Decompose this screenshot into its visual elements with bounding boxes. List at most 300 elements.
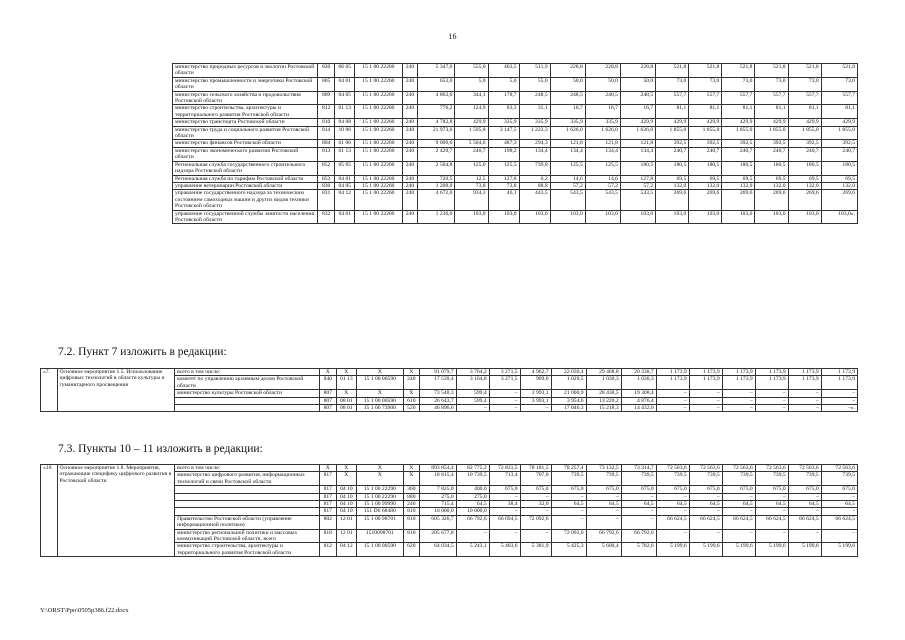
table-cell: 1 236,0 <box>418 210 455 224</box>
table-cell: 15 1 00 22260 <box>355 64 403 78</box>
table-cell: 335,9 <box>488 119 519 126</box>
table-cell: 1 855,0 <box>656 126 689 140</box>
table-cell: 810 <box>404 529 419 543</box>
table-cell: 04 12 <box>337 543 357 557</box>
table-cell: 1 173,9 <box>656 369 689 376</box>
table-cell: – <box>489 405 520 412</box>
table-cell: 248,5 <box>519 91 550 105</box>
table-cell: 840 <box>319 376 337 390</box>
table-cell: 1 030,3 <box>621 376 656 390</box>
table-cell: 46 896,6 <box>419 405 456 412</box>
table-cell: 01 13 <box>337 376 357 390</box>
table-cell: 776,2 <box>418 105 455 119</box>
table-cell: 20 338,7 <box>621 369 656 376</box>
table-cell: 69,5 <box>788 175 821 182</box>
table-cell: 16,7 <box>585 105 620 119</box>
table-cell: 240 <box>402 64 418 78</box>
table-cell: 4 782,8 <box>418 119 455 126</box>
table-cell: 69,5 <box>656 175 689 182</box>
table-cell: 543,5 <box>550 190 585 210</box>
table-cell: 620 <box>404 543 419 557</box>
table-cell: 69,5 <box>755 175 788 182</box>
table-cell: 57,2 <box>550 182 585 189</box>
table-cell: 392,5 <box>656 140 689 147</box>
table-cell: 1 173,9 <box>755 376 788 390</box>
table-cell: 73 314,7 <box>621 465 656 472</box>
table-cell: 605 326,7 <box>419 515 456 529</box>
table-cell: – <box>656 508 689 515</box>
table-cell: 521,8 <box>689 64 722 78</box>
table-cell: 72 563,6 <box>821 465 857 472</box>
table-cell: – <box>586 493 621 500</box>
table-cell: – <box>520 493 551 500</box>
table-cell: 180,5 <box>689 161 722 175</box>
table-cell: 7 825,0 <box>419 486 456 493</box>
table-cell: 72 563,6 <box>689 465 722 472</box>
table-cell: 521,8 <box>755 64 788 78</box>
table-cell: министерство региональной политики и массовых коммуникаций Ростовской области, всего <box>175 529 319 543</box>
table-cell: – <box>689 397 722 404</box>
table-cell: X <box>337 369 357 376</box>
table-cell: 675,0 <box>722 486 755 493</box>
table-cell <box>175 508 319 515</box>
table-cell: 81,1 <box>755 105 788 119</box>
table-cell: 240 <box>402 182 418 189</box>
table-cell: 228,8 <box>620 64 655 78</box>
table-cell: 72 563,6 <box>788 465 821 472</box>
table-cell: 715,4 <box>419 501 456 508</box>
table-cell: X <box>337 472 357 486</box>
table-cell: – <box>755 405 788 412</box>
table-cell: 969,6 <box>520 376 551 390</box>
table-cell: 739,5 <box>788 472 821 486</box>
table-cell: 240 <box>402 161 418 175</box>
table-cell: 15 1 00 22260 <box>355 140 403 147</box>
table-cell: 802 <box>319 515 337 529</box>
table-cell: 10 739,5 <box>456 472 489 486</box>
table-cell: 103,0 <box>550 210 585 224</box>
measure-number: «10. <box>41 465 58 557</box>
table-cell: 103,0 <box>620 210 655 224</box>
table-cell: 73,0 <box>821 77 857 91</box>
table-cell: 72 563,6 <box>755 465 788 472</box>
table-cell: 5 425,3 <box>551 543 586 557</box>
table-cell: 66 792,6 <box>621 529 656 543</box>
table-cell: 15 1 00 98701 <box>356 515 403 529</box>
table-cell: 28 438,5 <box>586 390 621 397</box>
table-cell: 675,0 <box>489 486 520 493</box>
table-cell: – <box>621 515 656 529</box>
table-cell: 15 1 00 22260 <box>355 105 403 119</box>
table-cell: X <box>356 369 403 376</box>
table-cell: – <box>621 493 656 500</box>
table-cell: 73,0 <box>788 77 821 91</box>
table-cell: – <box>788 397 821 404</box>
table-cell: 3 164,8 <box>456 376 489 390</box>
table-cell: 810 <box>404 508 419 515</box>
table-cell: 14,6 <box>585 175 620 182</box>
table-cell: X <box>404 390 419 397</box>
table-cell: 392,5 <box>722 140 755 147</box>
table-cell: 3 993,1 <box>520 397 551 404</box>
table-cell: 1 626,0 <box>550 126 585 140</box>
table-cell: 50,0 <box>620 77 655 91</box>
table-cell <box>175 493 319 500</box>
table-cell: 13 220,2 <box>586 397 621 404</box>
table-cell: 812 <box>317 105 335 119</box>
table-cell: 521,8 <box>722 64 755 78</box>
table-cell: 81,1 <box>821 105 857 119</box>
table-cell: 26 643,7 <box>419 397 456 404</box>
table-cell <box>175 486 319 493</box>
table-row <box>173 140 858 147</box>
table-cell: 4 672,0 <box>418 190 455 210</box>
table-cell: 817 <box>319 486 337 493</box>
table-cell: 73 540,3 <box>419 390 456 397</box>
table-cell: 10 000,0 <box>419 508 456 515</box>
table-cell: 739,5 <box>586 472 621 486</box>
table-cell: – <box>788 529 821 543</box>
table-cell: 72 563,6 <box>656 465 689 472</box>
table-cell: 739,5 <box>551 472 586 486</box>
table-cell: X <box>337 465 357 472</box>
table-cell: 240 <box>404 501 419 508</box>
table-cell: – <box>656 529 689 543</box>
table-cell: 275,0 <box>456 493 489 500</box>
table-cell: – <box>755 493 788 500</box>
table-cell: – <box>621 508 656 515</box>
table-cell: 810 <box>404 515 419 529</box>
table-cell: 04 10 <box>337 501 357 508</box>
table-cell: 5 199,6 <box>656 543 689 557</box>
table-cell: 64 034,5 <box>419 543 456 557</box>
table-cell: – <box>520 508 551 515</box>
table-cell: 134,4 <box>550 147 585 161</box>
table-cell: 9 006,6 <box>418 140 455 147</box>
table-cell: – <box>689 493 722 500</box>
table-cell: 66 792,6 <box>456 515 489 529</box>
table-cell: 18 815,4 <box>419 472 456 486</box>
table-cell: 64,5 <box>722 501 755 508</box>
table-cell: 675,0 <box>586 486 621 493</box>
table-cell: 1 855,0 <box>821 126 857 140</box>
table-cell: 66 624,5 <box>722 515 755 529</box>
table-cell: 555,0 <box>455 64 488 78</box>
table-cell: министерство сельского хозяйства и продовольствия Ростовской области <box>173 91 318 105</box>
table-cell: 807 <box>319 390 337 397</box>
table-cell: – <box>755 508 788 515</box>
budget-table-continued <box>172 63 858 224</box>
table-cell: 04 01 <box>335 175 355 182</box>
table-cell: – <box>788 405 821 412</box>
table-cell: 57,2 <box>585 182 620 189</box>
table-cell: 675,0 <box>788 486 821 493</box>
table-cell: – <box>689 405 722 412</box>
table-cell: 599,4 <box>456 397 489 404</box>
table-cell: 675,0 <box>821 486 857 493</box>
table-cell: министерство строительства, архитектуры и территориального развития Ростовской области <box>175 543 319 557</box>
table-cell: – <box>520 405 551 412</box>
table-cell: 121,8 <box>620 140 655 147</box>
table-cell: 15 1 00 22260 <box>355 161 403 175</box>
table-cell: X <box>319 369 337 376</box>
table-cell: 134,4 <box>519 147 550 161</box>
table-cell: 124,9 <box>455 105 488 119</box>
table-cell: 178,7 <box>488 91 519 105</box>
table-cell: 392,5 <box>821 140 857 147</box>
table-cell: 103,0 <box>585 210 620 224</box>
table-cell: 198,2 <box>488 147 519 161</box>
table-cell: 6,2 <box>519 175 550 182</box>
table-cell: 15 1 00 22290 <box>356 493 403 500</box>
table-cell: 335,9 <box>519 119 550 126</box>
table-cell: – <box>586 515 621 529</box>
table-row <box>41 465 858 472</box>
table-cell: 12 01 <box>337 529 357 543</box>
table-cell: 04 10 <box>337 486 357 493</box>
table-cell: 05 05 <box>335 161 355 175</box>
table-cell: 151 D6 68480 <box>356 508 403 515</box>
table-cell: 269,6 <box>689 190 722 210</box>
table-cell: 4 863,0 <box>418 91 455 105</box>
table-cell: 121,8 <box>550 140 585 147</box>
table-cell: 5,0 <box>455 77 488 91</box>
table-cell: 180,5 <box>722 161 755 175</box>
table-cell: 57,2 <box>620 182 655 189</box>
table-cell: министерство природных ресурсов и экологии Ростовской области <box>173 64 318 78</box>
table-cell: 269,6 <box>722 190 755 210</box>
table-cell: 127,8 <box>620 175 655 182</box>
table-cell: 240,7 <box>755 147 788 161</box>
table-cell: 487,3 <box>488 140 519 147</box>
table-cell: – <box>788 390 821 397</box>
table-cell: 121,8 <box>585 140 620 147</box>
table-row <box>173 119 858 126</box>
table-cell: – <box>755 397 788 404</box>
table-cell: министерство цифрового развития, информационных технологий и связи Ростовской области <box>175 472 319 486</box>
table-cell: 3 764,2 <box>456 369 489 376</box>
table-cell: 228,8 <box>550 64 585 78</box>
table-cell: 81,1 <box>656 105 689 119</box>
table-cell: 707,0 <box>520 472 551 486</box>
table-cell: 1 173,9 <box>755 369 788 376</box>
table-cell: 66 694,5 <box>489 515 520 529</box>
table-cell: Правительство Ростовской области (управление информационной политики) <box>175 515 319 529</box>
table-cell: 269,6 <box>821 190 857 210</box>
table-cell <box>175 405 319 412</box>
table-cell: 240 <box>402 210 418 224</box>
table-cell: 809 <box>317 91 335 105</box>
table-cell: 32,0 <box>520 501 551 508</box>
table-cell: 17 539,4 <box>419 376 456 390</box>
table-cell: 5 600,4 <box>586 543 621 557</box>
table-cell: 1 200,0 <box>418 182 455 189</box>
table-cell: 1 222,3 <box>519 126 550 140</box>
table-cell <box>175 397 319 404</box>
table-cell: 240 <box>402 105 418 119</box>
table-cell: 880 <box>404 493 419 500</box>
table-cell: 814 <box>317 126 335 140</box>
table-cell: 29 468,8 <box>586 369 621 376</box>
table-cell: 5 347,6 <box>418 64 455 78</box>
table-cell: 1 855,0 <box>722 126 755 140</box>
table-cell: – <box>551 508 586 515</box>
table-cell: министерство культуры Ростовской области <box>175 390 319 397</box>
table-cell: 3 271,5 <box>489 376 520 390</box>
table-cell: всего в том числе: <box>175 369 319 376</box>
table-cell: 04 08 <box>335 119 355 126</box>
table-cell: 125,5 <box>488 161 519 175</box>
table-cell: 543,5 <box>620 190 655 210</box>
table-cell: – <box>755 390 788 397</box>
table-cell: 73 132,5 <box>586 465 621 472</box>
table-cell: 520 <box>404 405 419 412</box>
table-cell: 269,6 <box>755 190 788 210</box>
table-cell: 50,0 <box>550 77 585 91</box>
table-cell: Региональная служба государственного строительного надзора Ростовской области <box>173 161 318 175</box>
table-cell: 15 1 00 22260 <box>355 182 403 189</box>
table-cell: 5 199,6 <box>689 543 722 557</box>
table-cell: 69,5 <box>722 175 755 182</box>
table-cell: 5 381,9 <box>520 543 551 557</box>
table-cell: 64,5 <box>788 501 821 508</box>
table-cell: 240 <box>402 147 418 161</box>
table-cell: 15 1 00 22260 <box>355 147 403 161</box>
table-cell: 64,5 <box>755 501 788 508</box>
table-cell: 1 595,8 <box>455 126 488 140</box>
table-cell: 01 06 <box>335 140 355 147</box>
table-cell: 91 079,7 <box>419 369 456 376</box>
table-cell: 01 13 <box>335 147 355 161</box>
table-cell: 240 <box>402 190 418 210</box>
table-cell: – <box>656 390 689 397</box>
table-cell: 853 <box>317 175 335 182</box>
table-cell: 893 854,4 <box>419 465 456 472</box>
table-cell: министерство транспорта Ростовской области <box>173 119 318 126</box>
table-cell: 5 243,1 <box>456 543 489 557</box>
table-cell: 64,5 <box>551 501 586 508</box>
table-cell: 14 432,0 <box>621 405 656 412</box>
table-cell: 240 <box>404 376 419 390</box>
table-cell: 599,4 <box>456 390 489 397</box>
table-cell: 392,5 <box>788 140 821 147</box>
table-cell: 132,0 <box>689 182 722 189</box>
table-cell: 817 <box>319 508 337 515</box>
table-row <box>41 369 858 376</box>
table-cell: 335,9 <box>550 119 585 126</box>
table-cell: 15 218,3 <box>586 405 621 412</box>
table-cell: 73,8 <box>455 182 488 189</box>
table-cell: 16,7 <box>550 105 585 119</box>
table-cell: 82 775,2 <box>456 465 489 472</box>
table-cell: 739,5 <box>821 472 857 486</box>
table-cell: 38,4 <box>489 501 520 508</box>
table-cell: 103,0 <box>455 210 488 224</box>
table-cell: 180,5 <box>788 161 821 175</box>
table-cell: – <box>689 508 722 515</box>
file-path-footer: Y:\ORST\Ppo\0505p386.f22.docx <box>40 607 129 614</box>
table-cell: 852 <box>317 161 335 175</box>
table-cell: 804 <box>317 140 335 147</box>
table-cell: 557,7 <box>689 91 722 105</box>
table-cell: 5 504,6 <box>455 140 488 147</box>
table-cell: 125,5 <box>550 161 585 175</box>
table-cell: 04 05 <box>335 182 355 189</box>
table-cell: 5 782,6 <box>621 543 656 557</box>
table-cell: 69,5 <box>689 175 722 182</box>
table-cell: 103,0 <box>722 210 755 224</box>
table-cell: – <box>755 529 788 543</box>
table-cell: 610 <box>404 397 419 404</box>
table-cell: 64,5 <box>656 501 689 508</box>
table-cell: 248,5 <box>550 91 585 105</box>
table-row <box>173 210 858 224</box>
table-cell: 831 <box>317 190 335 210</box>
table-cell: 810 <box>317 119 335 126</box>
table-cell: 5,0 <box>488 77 519 91</box>
table-cell: –». <box>821 405 857 412</box>
table-cell: – <box>821 529 857 543</box>
table-cell: 1 855,0 <box>689 126 722 140</box>
table-cell: 557,7 <box>722 91 755 105</box>
table-cell: 78 181,5 <box>520 465 551 472</box>
table-cell: 180,5 <box>656 161 689 175</box>
table-cell: 463,5 <box>488 64 519 78</box>
table-cell: 248,5 <box>620 91 655 105</box>
table-cell: 46,1 <box>488 190 519 210</box>
table-cell <box>175 501 319 508</box>
table-cell: управление государственного надзора за техническим состоянием самоходных машин и других видов техники Ростовской области <box>173 190 318 210</box>
table-cell: 31,1 <box>519 105 550 119</box>
table-cell: 88,8 <box>519 182 550 189</box>
table-cell: – <box>821 508 857 515</box>
table-cell: 64,5 <box>621 501 656 508</box>
table-cell: 557,7 <box>788 91 821 105</box>
table-cell: 64,5 <box>586 501 621 508</box>
table-cell: 240 <box>402 119 418 126</box>
table-cell: 06 05 <box>335 64 355 78</box>
table-cell: 818 <box>319 529 337 543</box>
table-row <box>173 64 858 78</box>
table-cell: 73,0 <box>722 77 755 91</box>
table-cell: 812 <box>319 543 337 557</box>
table-cell: 78 257,4 <box>551 465 586 472</box>
table-cell: 66 624,5 <box>821 515 857 529</box>
table-row <box>173 182 858 189</box>
table-cell: 17 046,3 <box>551 405 586 412</box>
table-cell: 739,5 <box>755 472 788 486</box>
table-cell: 248,5 <box>585 91 620 105</box>
table-cell: 12 01 <box>337 515 357 529</box>
table-cell: 73,8 <box>488 182 519 189</box>
table-cell: 15 1 00 22260 <box>355 77 403 91</box>
section-heading-7-3: 7.3. Пункты 10 – 11 изложить в редакции: <box>58 443 263 455</box>
table-cell: 04 10 <box>337 493 357 500</box>
table-cell: 19 308,4 <box>621 390 656 397</box>
table-cell: – <box>489 397 520 404</box>
table-cell: 429,9 <box>656 119 689 126</box>
table-cell: 400,0 <box>456 486 489 493</box>
table-cell: 240,7 <box>788 147 821 161</box>
table-cell: 103,0». <box>821 210 857 224</box>
table-cell: 228,8 <box>585 64 620 78</box>
table-cell: X <box>337 390 357 397</box>
table-cell: 1510098701 <box>356 529 403 543</box>
table-cell: 443,5 <box>519 190 550 210</box>
table-cell: 180,5 <box>755 161 788 175</box>
table-cell: 125,0 <box>455 161 488 175</box>
table-cell: 04 10 <box>337 508 357 515</box>
